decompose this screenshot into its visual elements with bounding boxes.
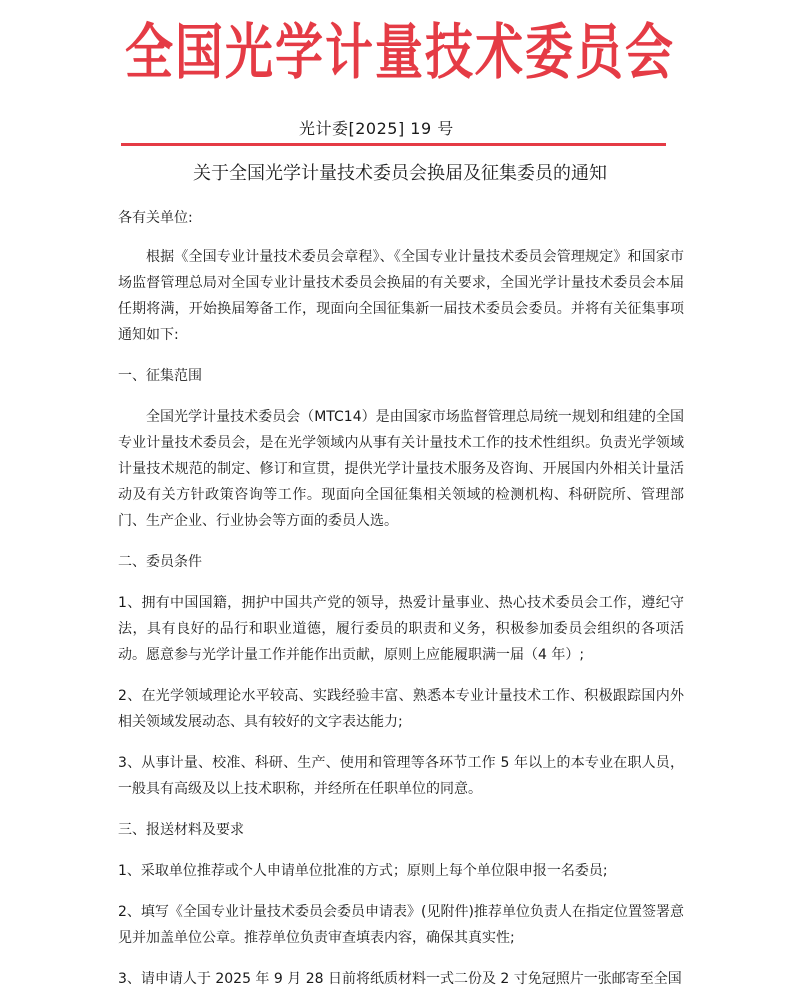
salutation: 各有关单位: — [118, 210, 193, 226]
document-title: 关于全国光学计量技术委员会换届及征集委员的通知 — [193, 163, 607, 184]
section-paragraph: 2、在光学领域理论水平较高、实践经验丰富、熟悉本专业计量技术工作、积极跟踪国内外相关领域发展动态、具有较好的文字表达能力; — [118, 688, 684, 730]
section-paragraph: 2、填写《全国专业计量技术委员会委员申请表》(见附件)推荐单位负责人在指定位置签署意见并加盖单位公章。推荐单位负责审查填表内容，确保其真实性; — [118, 904, 684, 946]
section-paragraph: 3、从事计量、校准、科研、生产、使用和管理等各环节工作 5 年以上的本专业在职人员，一般具有高级及以上技术职称，并经所在任职单位的同意。 — [118, 755, 684, 797]
section-paragraph: 3、请申请人于 2025 年 9 月 28 日前将纸质材料一式二份及 2 寸免冠照片一张邮寄至全国 — [118, 971, 682, 987]
org-letterhead-title: 全国光学计量技术委员会 — [124, 17, 675, 88]
section-heading: 三、报送材料及要求 — [118, 822, 244, 838]
section-paragraph: 1、采取单位推荐或个人申请单位批准的方式；原则上每个单位限申报一名委员; — [118, 863, 608, 879]
section-heading: 一、征集范围 — [118, 368, 202, 384]
document-body — [118, 205, 684, 1007]
section-paragraph: 1、拥有中国国籍，拥护中国共产党的领导，热爱计量事业、热心技术委员会工作，遵纪守法，具有良好的品行和职业道德，履行委员的职责和义务，积极参加委员会组织的各项活动。愿意参与光学计量工作并能作出贡献，原则上应能履职满一届（4 年）; — [118, 595, 684, 663]
document-number: 光计委[2025] 19 号 — [299, 119, 454, 138]
intro-paragraph: 根据《全国专业计量技术委员会章程》、《全国专业计量技术委员会管理规定》和国家市场监督管理总局对全国专业计量技术委员会换届的有关要求，全国光学计量技术委员会本届任期将满，开始换届筹备工作，现面向全国征集新一届技术委员会委员。并将有关征集事项通知如下: — [118, 249, 684, 343]
letterhead-divider — [121, 143, 666, 146]
section-heading: 二、委员条件 — [118, 554, 202, 570]
section-paragraph: 全国光学计量技术委员会（MTC14）是由国家市场监督管理总局统一规划和组建的全国专业计量技术委员会，是在光学领域内从事有关计量技术工作的技术性组织。负责光学领域计量技术规范的制定、修订和宣贯，提供光学计量技术服务及咨询、开展国内外相关计量活动及有关方针政策咨询等工作。现面向全国征集相关领域的检测机构、科研院所、管理部门、生产企业、行业协会等方面的委员人选。 — [118, 409, 684, 529]
